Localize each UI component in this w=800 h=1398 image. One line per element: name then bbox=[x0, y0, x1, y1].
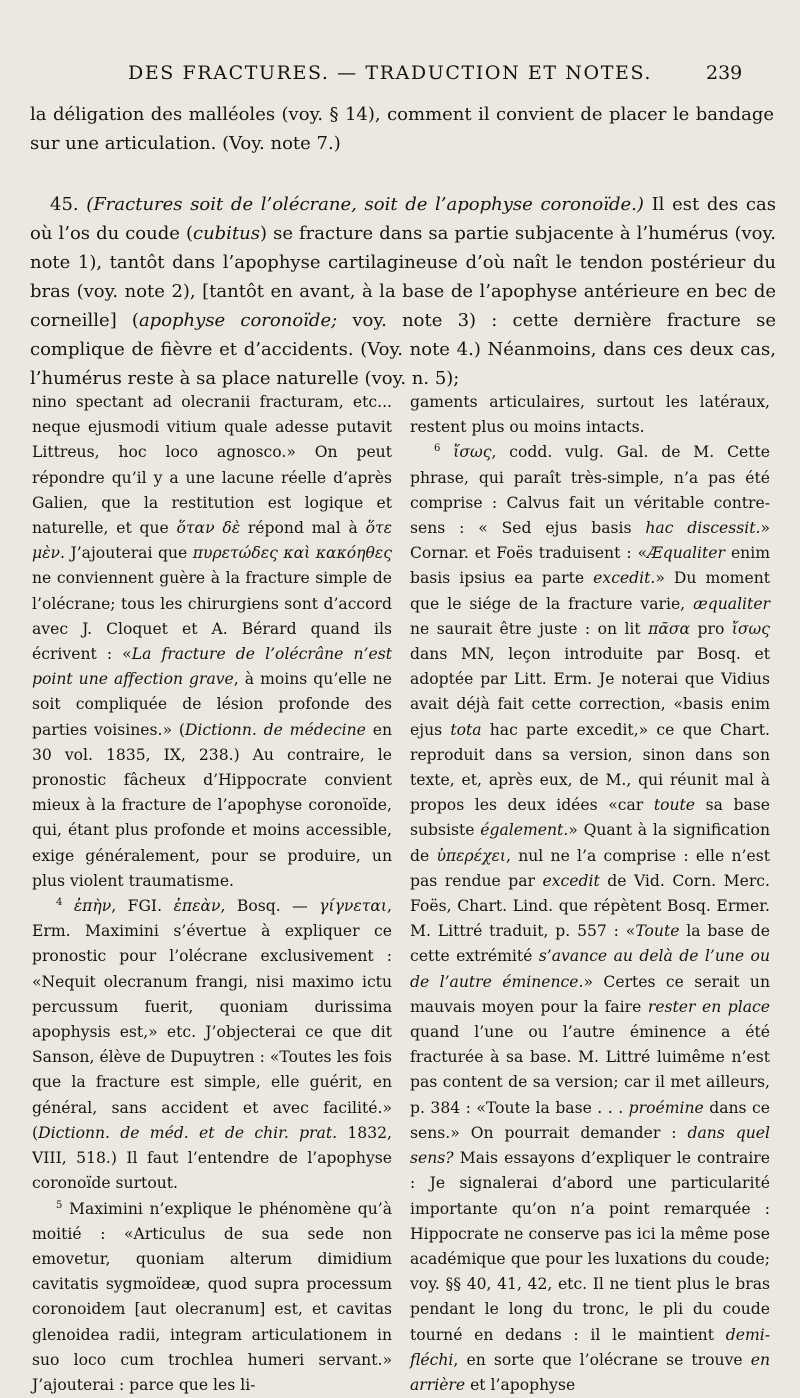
greek-term: πυρετώδες καὶ κακόηθες bbox=[193, 544, 392, 562]
note-text: en 30 vol. 1835, IX, 238.) Au contraire, le pronostic fâcheux d’Hippocrate convient mieux à la fracture de l’apophyse coronoïde, qui, étant plus profonde et moins accessible, exige généralement, pour se produire, un plus violent traumatisme. bbox=[32, 721, 392, 890]
italic-term: excedit. bbox=[593, 569, 655, 587]
note-text: , en sorte que l’olécrane se trouve bbox=[453, 1351, 750, 1369]
note-text: » Quant à la signification de bbox=[410, 821, 770, 864]
section-title: (Fractures soit de l’olécrane, soit de l’apophyse coronoïde.) bbox=[86, 194, 644, 215]
footnote-number: 4 bbox=[56, 897, 62, 908]
page-header bbox=[0, 62, 800, 92]
note-text: 1832, VIII, 518.) Il faut l’entendre de l’apophyse coronoïde surtout. bbox=[32, 1124, 392, 1192]
continuation-paragraph bbox=[30, 100, 774, 158]
greek-term: ἐπὴν bbox=[74, 897, 111, 915]
italic-term: toute bbox=[654, 796, 695, 814]
greek-term: ἴσως bbox=[732, 620, 770, 638]
section-coronoide: apophyse coronoïde; bbox=[139, 310, 337, 331]
note-6 bbox=[410, 440, 770, 1398]
running-title: DES FRACTURES. — TRADUCTION ET NOTES. bbox=[128, 62, 652, 84]
footnote-number: 5 bbox=[56, 1199, 62, 1210]
italic-quote: La fracture de l’olécrâne n’est point une affection grave bbox=[32, 645, 392, 688]
section-45-paragraph bbox=[30, 190, 776, 393]
note-text: sa base subsiste bbox=[410, 796, 770, 839]
section-number: 45. bbox=[50, 194, 79, 215]
note-4 bbox=[32, 894, 392, 1196]
greek-term: ὑπερέχει bbox=[436, 847, 506, 865]
note-text: , Erm. Maximini s’évertue à expliquer ce pronostic pour l’olécrane exclusivement : «Nequit olecranum frangi, nisi maximo ictu percussum fuerit, quoniam durissima apophysis est,» etc. J’objecterai ce que dit Sanson, élève de Dupuytren : «Toutes les fois que la fracture est simple, elle guérit, en général, sans accident et avec facilité.» ( bbox=[32, 897, 392, 1142]
note-text: de Vid. Corn. Merc. Foës, Chart. Lind. que répètent Bosq. Ermer. M. Littré traduit, p. 557 : « bbox=[410, 872, 770, 940]
italic-term: Æqualiter bbox=[647, 544, 725, 562]
italic-term: dans quel sens? bbox=[410, 1124, 770, 1167]
note-text: » Du moment que le siége de la fracture varie, bbox=[410, 569, 770, 612]
note-text: enim basis ipsius ea parte bbox=[410, 544, 770, 587]
note-text: ne saurait être juste : on lit bbox=[410, 620, 648, 638]
note-3-continuation bbox=[32, 390, 392, 894]
note-5-continuation bbox=[410, 390, 770, 440]
notes-left-column bbox=[32, 390, 392, 1398]
section-cubitus: cubitus bbox=[193, 223, 260, 244]
note-text: gaments articulaires, surtout les latéraux, restent plus ou moins intacts. bbox=[410, 393, 770, 436]
italic-term: rester en place bbox=[648, 998, 770, 1016]
note-text: la base de cette extrémité bbox=[410, 922, 770, 965]
italic-term: en arrière bbox=[410, 1351, 770, 1394]
italic-term: excedit bbox=[543, 872, 600, 890]
note-text: , Bosq. — bbox=[221, 897, 320, 915]
note-text: répond mal à bbox=[240, 519, 366, 537]
italic-term: également. bbox=[480, 821, 568, 839]
greek-term: ἐπεὰν bbox=[174, 897, 221, 915]
note-text: et l’apophyse bbox=[465, 1376, 575, 1394]
note-text: , à moins qu’elle ne soit compliquée de lésion profonde des parties voisines.» ( bbox=[32, 670, 392, 738]
italic-term: demi-fléchi bbox=[410, 1326, 770, 1369]
note-5 bbox=[32, 1197, 392, 1398]
note-text: . J’ajouterai que bbox=[60, 544, 193, 562]
page-number: 239 bbox=[706, 62, 742, 84]
greek-term: ὅτε μὲν bbox=[32, 519, 392, 562]
note-text: Maximini n’explique le phénomène qu’à moitié : «Articulus de sua sede non emovetur, quoniam alterum dimidium cavitatis sygmoïdeæ, quod supra processum coronoidem [aut olecranum] est, et cavitas glenoidea radii, integram articulationem in suo loco cum trochlea humeri servant.» J’ajouterai : parce que les li- bbox=[32, 1200, 392, 1394]
greek-term: πᾶσα bbox=[648, 620, 690, 638]
note-text: hac parte excedit,» ce que Chart. reproduit dans sa version, sinon dans son texte, et, après eux, de M., qui réunit mal à propos les deux idées «car bbox=[410, 721, 770, 815]
footnote-number: 6 bbox=[434, 443, 440, 454]
greek-term: ἴσως bbox=[453, 443, 491, 461]
section-text-a: Il est des cas où l’os du coude ( bbox=[30, 194, 776, 244]
section-text-b: ) se fracture dans sa partie subjacente à l’humérus (voy. note 1), tantôt dans l’apophyse cartilagineuse d’où naît le tendon postérieur du bras (voy. note 2), [tantôt en avant, à la base de l’apophyse antérieure en bec de corneille] ( bbox=[30, 223, 776, 331]
notes-right-column bbox=[410, 390, 770, 1398]
italic-term: tota bbox=[450, 721, 481, 739]
note-text: dans MN, leçon introduite par Bosq. et adoptée par Litt. Erm. Je noterai que Vidius avait déjà fait cette correction, «basis enim ejus bbox=[410, 645, 770, 739]
italic-citation: Dictionn. de méd. et de chir. prat. bbox=[38, 1124, 337, 1142]
greek-term: ὅταν δὲ bbox=[177, 519, 241, 537]
note-text: nino spectant ad olecranii fracturam, etc... neque ejusmodi vitium quale adesse putavit Littreus, hoc loco agnosco.» On peut répondre qu’il y a une lacune réelle d’après Galien, que la restitution est logique et naturelle, et que bbox=[32, 393, 392, 537]
italic-quote: s’avance au delà de l’une ou de l’autre éminence. bbox=[410, 947, 770, 990]
note-text: quand l’une ou l’autre éminence a été fracturée à sa base. M. Littré luimême n’est pas content de sa version; car il met ailleurs, p. 384 : «Toute la base . . . bbox=[410, 1023, 770, 1117]
italic-citation: Dictionn. de médecine bbox=[185, 721, 366, 739]
section-text-c: voy. note 3) : cette dernière fracture se complique de fièvre et d’accidents. (Voy. note 4.) Néanmoins, dans ces deux cas, l’humérus reste à sa place naturelle (voy. n. 5); bbox=[30, 310, 776, 389]
note-text: » Cornar. et Foës traduisent : « bbox=[410, 519, 770, 562]
note-text: » Certes ce serait un mauvais moyen pour la faire bbox=[410, 973, 770, 1016]
note-text: Mais essayons d’expliquer le contraire : Je signalerai d’abord une particularité importante qu’on n’a point remarquée : Hippocrate ne conserve pas ici la même pose académique que pour les luxations du coude; voy. §§ 40, 41, 42, etc. Il ne tient plus le bras pendant le long du tronc, le pli du coude tourné en dedans : il le maintient bbox=[410, 1149, 770, 1343]
note-text: , FGI. bbox=[111, 897, 173, 915]
italic-term: æqualiter bbox=[693, 595, 770, 613]
italic-term: Toute bbox=[635, 922, 679, 940]
note-text: pro bbox=[690, 620, 732, 638]
continuation-text: la déligation des malléoles (voy. § 14), comment il convient de placer le bandage sur une articulation. (Voy. note 7.) bbox=[30, 104, 774, 154]
note-text: , nul ne l’a comprise : elle n’est pas rendue par bbox=[410, 847, 770, 890]
italic-term: proémine bbox=[629, 1099, 704, 1117]
greek-term: γίγνεται bbox=[319, 897, 387, 915]
note-text: ne conviennent guère à la fracture simple de l’olécrane; tous les chirurgiens sont d’accord avec J. Cloquet et A. Bérard quand ils écrivent : « bbox=[32, 569, 392, 663]
italic-term: hac discessit. bbox=[645, 519, 760, 537]
note-text: , codd. vulg. Gal. de M. Cette phrase, qui paraît très-simple, n’a pas été comprise : Calvus fait un véritable contre-sens : « Sed ejus basis bbox=[410, 443, 770, 537]
note-text: dans ce sens.» On pourrait demander : bbox=[410, 1099, 770, 1142]
